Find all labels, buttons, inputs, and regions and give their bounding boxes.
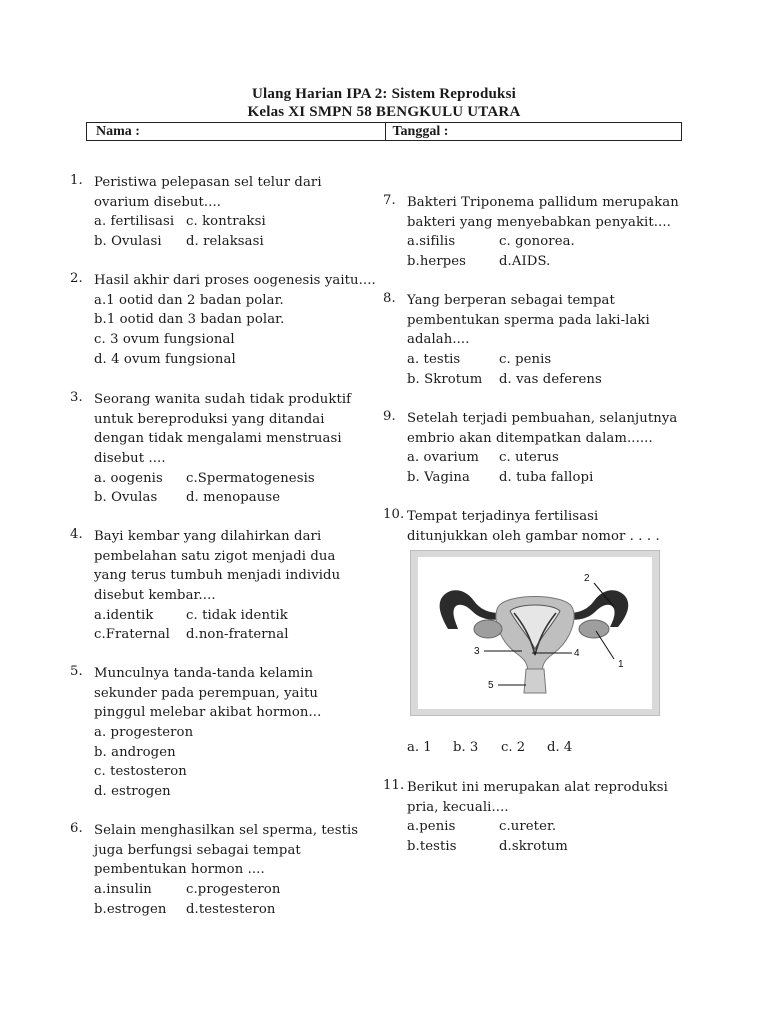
question-number: 3. bbox=[70, 390, 83, 405]
option-c[interactable]: c. tidak identik bbox=[186, 607, 288, 623]
question-number: 11. bbox=[383, 778, 405, 793]
option-a[interactable]: a.penis bbox=[407, 819, 456, 835]
question-text: pinggul melebar akibat hormon... bbox=[94, 705, 322, 721]
question-stem bbox=[407, 507, 660, 546]
question-number: 9. bbox=[383, 409, 396, 424]
diagram-canvas bbox=[418, 557, 652, 709]
option-c[interactable]: c.ureter. bbox=[499, 819, 557, 835]
option-c[interactable]: c. gonorea. bbox=[499, 234, 575, 250]
question-text: pembentukan hormon .... bbox=[94, 862, 265, 878]
option-c[interactable]: c.progesteron bbox=[186, 882, 281, 898]
option-c[interactable]: c. kontraksi bbox=[186, 214, 266, 230]
student-info-box bbox=[86, 122, 682, 141]
question-stem bbox=[94, 527, 340, 606]
question-number: 8. bbox=[383, 291, 396, 306]
tanggal-field[interactable]: Tanggal : bbox=[385, 123, 682, 140]
question-text: adalah.... bbox=[407, 332, 470, 348]
option-a[interactable]: a. fertilisasi bbox=[94, 214, 175, 230]
question-text: pembentukan sperma pada laki-laki bbox=[407, 312, 650, 328]
question-number: 2. bbox=[70, 271, 83, 286]
option-c[interactable]: c. 2 bbox=[501, 740, 526, 755]
option-c[interactable]: c. 3 ovum fungsional bbox=[94, 332, 235, 348]
question-text: ditunjukkan oleh gambar nomor . . . . bbox=[407, 528, 660, 544]
uterus-illustration bbox=[418, 557, 652, 709]
option-b[interactable]: b.testis bbox=[407, 839, 457, 855]
right-ovary bbox=[579, 620, 609, 638]
option-d[interactable]: d. estrogen bbox=[94, 784, 171, 800]
question-number: 1. bbox=[70, 173, 83, 188]
question-text: ovarium disebut.... bbox=[94, 194, 222, 210]
option-b[interactable]: b. Vagina bbox=[407, 470, 470, 486]
question-text: untuk bereproduksi yang ditandai bbox=[94, 411, 325, 427]
question-number: 5. bbox=[70, 664, 83, 679]
option-d[interactable]: d. tuba fallopi bbox=[499, 470, 594, 486]
option-d[interactable]: d.AIDS. bbox=[499, 254, 551, 270]
question-text: juga berfungsi sebagai tempat bbox=[94, 842, 301, 858]
question-stem bbox=[407, 291, 650, 350]
question-text: Yang berperan sebagai tempat bbox=[407, 293, 615, 308]
option-c[interactable]: c.Spermatogenesis bbox=[186, 470, 315, 486]
option-d[interactable]: d. relaksasi bbox=[186, 234, 264, 250]
option-c-alt[interactable]: c.Fraternal bbox=[94, 627, 170, 643]
question-text: disebut kembar.... bbox=[94, 588, 216, 604]
question-stem bbox=[407, 409, 677, 448]
question-text: pembelahan satu zigot menjadi dua bbox=[94, 548, 336, 564]
option-d[interactable]: d.non-fraternal bbox=[186, 627, 289, 643]
option-b[interactable]: b. Ovulasi bbox=[94, 234, 162, 250]
question-number: 6. bbox=[70, 821, 83, 836]
uterus-diagram bbox=[410, 550, 660, 716]
question-text: Bakteri Triponema pallidum merupakan bbox=[407, 195, 679, 210]
question-stem bbox=[407, 193, 679, 232]
worksheet-subtitle: Kelas XI SMPN 58 BENGKULU UTARA bbox=[247, 104, 521, 120]
option-c[interactable]: c. penis bbox=[499, 352, 552, 368]
figure-label-2: 2 bbox=[584, 573, 590, 584]
question-text: pria, kecuali.... bbox=[407, 799, 509, 815]
option-d[interactable]: d.skrotum bbox=[499, 839, 568, 855]
option-a[interactable]: a. ovarium bbox=[407, 450, 480, 466]
option-a[interactable]: a.1 ootid dan 2 badan polar. bbox=[94, 292, 284, 308]
option-b[interactable]: b.1 ootid dan 3 badan polar. bbox=[94, 312, 285, 328]
question-stem bbox=[407, 778, 668, 817]
option-a[interactable]: a.insulin bbox=[94, 882, 152, 898]
question-number: 10. bbox=[383, 507, 405, 522]
figure-label-1: 1 bbox=[618, 659, 624, 670]
question-stem bbox=[94, 271, 376, 291]
option-d[interactable]: d. 4 ovum fungsional bbox=[94, 351, 236, 367]
option-d[interactable]: d.testesteron bbox=[186, 901, 276, 917]
left-ovary bbox=[474, 620, 502, 638]
option-d[interactable]: d. 4 bbox=[547, 740, 573, 755]
option-b[interactable]: b. Ovulas bbox=[94, 490, 158, 506]
question-text: disebut .... bbox=[94, 451, 166, 467]
question-text: Peristiwa pelepasan sel telur dari bbox=[94, 175, 322, 190]
option-c[interactable]: c. uterus bbox=[499, 450, 559, 466]
cervix bbox=[524, 669, 546, 693]
question-text: bakteri yang menyebabkan penyakit.... bbox=[407, 214, 671, 230]
option-a[interactable]: a.sifilis bbox=[407, 234, 456, 250]
question-stem bbox=[94, 821, 358, 880]
option-a[interactable]: a.identik bbox=[94, 607, 154, 623]
question-text: yang terus tumbuh menjadi individu bbox=[94, 568, 341, 584]
question-text: Seorang wanita sudah tidak produktif bbox=[94, 392, 352, 407]
option-b[interactable]: b. Skrotum bbox=[407, 371, 483, 387]
question-stem bbox=[94, 390, 351, 469]
option-b[interactable]: b.herpes bbox=[407, 254, 467, 270]
worksheet-title: Ulang Harian IPA 2: Sistem Reproduksi bbox=[252, 86, 516, 102]
question-text: Bayi kembar yang dilahirkan dari bbox=[94, 529, 322, 544]
figure-label-5: 5 bbox=[488, 680, 494, 691]
option-a[interactable]: a. testis bbox=[407, 352, 461, 368]
question-text: sekunder pada perempuan, yaitu bbox=[94, 685, 318, 701]
option-a[interactable]: a. oogenis bbox=[94, 470, 163, 486]
question-text: Selain menghasilkan sel sperma, testis bbox=[94, 823, 359, 838]
question-text: Tempat terjadinya fertilisasi bbox=[407, 509, 599, 524]
question-text: Munculnya tanda-tanda kelamin bbox=[94, 666, 314, 681]
option-a[interactable]: a. 1 bbox=[407, 740, 432, 755]
question-text: Hasil akhir dari proses oogenesis yaitu.... bbox=[94, 273, 376, 288]
question-stem bbox=[94, 173, 322, 212]
option-b[interactable]: b. androgen bbox=[94, 744, 176, 760]
question-number: 4. bbox=[70, 527, 83, 542]
figure-label-4: 4 bbox=[574, 648, 580, 659]
option-d[interactable]: d. vas deferens bbox=[499, 371, 602, 387]
question-number: 7. bbox=[383, 193, 396, 208]
question-stem bbox=[94, 664, 321, 723]
option-b[interactable]: b.estrogen bbox=[94, 901, 167, 917]
option-a[interactable]: a. progesteron bbox=[94, 725, 194, 741]
option-c[interactable]: c. testosteron bbox=[94, 764, 187, 780]
option-b[interactable]: b. 3 bbox=[453, 740, 479, 755]
question-text: Setelah terjadi pembuahan, selanjutnya bbox=[407, 411, 678, 426]
question-text: Berikut ini merupakan alat reproduksi bbox=[407, 780, 668, 795]
question-text: embrio akan ditempatkan dalam...... bbox=[407, 430, 653, 446]
question-text: dengan tidak mengalami menstruasi bbox=[94, 431, 342, 447]
nama-field[interactable]: Nama : bbox=[96, 124, 140, 139]
option-d[interactable]: d. menopause bbox=[186, 490, 281, 506]
figure-label-3: 3 bbox=[474, 646, 480, 657]
